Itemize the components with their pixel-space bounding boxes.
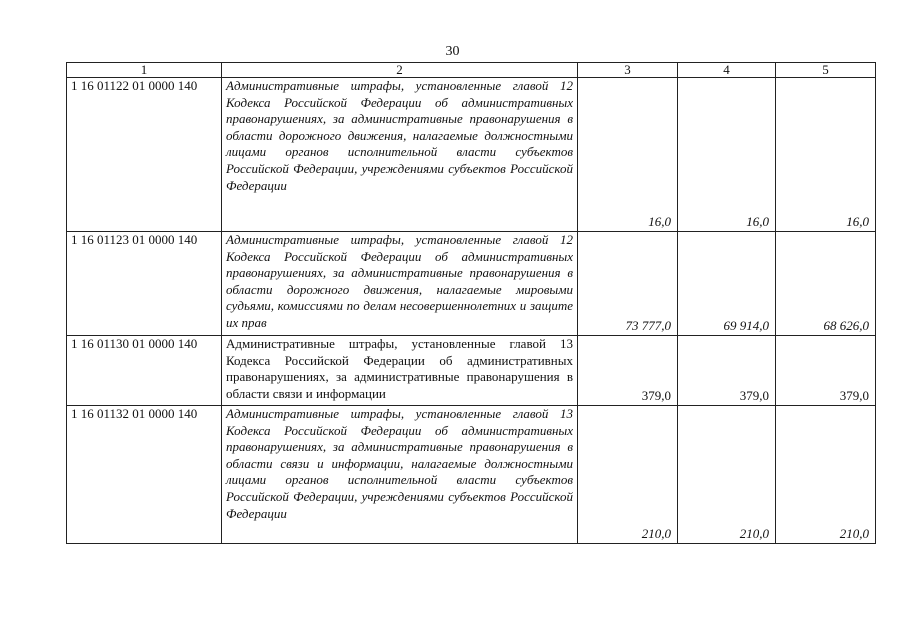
row-value-col3: 210,0 — [578, 406, 678, 544]
row-value-col4: 69 914,0 — [678, 232, 776, 336]
row-value-col5: 210,0 — [776, 406, 876, 544]
row-code: 1 16 01123 01 0000 140 — [67, 232, 222, 336]
table-row — [67, 336, 876, 406]
row-value-col5: 16,0 — [776, 78, 876, 232]
row-code: 1 16 01122 01 0000 140 — [67, 78, 222, 232]
row-value-col4: 379,0 — [678, 336, 776, 406]
row-value-col4: 16,0 — [678, 78, 776, 232]
row-code: 1 16 01132 01 0000 140 — [67, 406, 222, 544]
row-value-col4: 210,0 — [678, 406, 776, 544]
row-description: Административные штрафы, установленные главой 13 Кодекса Российской Федерации об административных правонарушениях, за административные правонарушения в области связи и информации — [222, 336, 578, 406]
column-header-1: 1 — [67, 63, 222, 78]
page-number: 30 — [445, 44, 460, 59]
row-description: Административные штрафы, установленные главой 12 Кодекса Российской Федерации об административных правонарушениях, за административные правонарушения в области дорожного движения, налагаемые должностными лицами органов исполнительной власти субъектов Российской Федерации, учреждениями субъектов Российской Федерации — [222, 78, 578, 232]
table-row — [67, 406, 876, 544]
budget-table — [66, 62, 876, 544]
column-header-4: 4 — [678, 63, 776, 78]
row-description: Административные штрафы, установленные главой 13 Кодекса Российской Федерации об административных правонарушениях, за административные правонарушения в области связи и информации, налагаемые должностными лицами органов исполнительной власти субъектов Российской Федерации, учреждениями субъектов Российской Федерации — [222, 406, 578, 544]
row-value-col3: 16,0 — [578, 78, 678, 232]
row-value-col3: 379,0 — [578, 336, 678, 406]
row-description: Административные штрафы, установленные главой 12 Кодекса Российской Федерации об административных правонарушениях, за административные правонарушения в области дорожного движения, налагаемые мировыми судьями, комиссиями по делам несовершеннолетних и защите их прав — [222, 232, 578, 336]
row-code: 1 16 01130 01 0000 140 — [67, 336, 222, 406]
row-value-col5: 379,0 — [776, 336, 876, 406]
column-header-5: 5 — [776, 63, 876, 78]
row-value-col3: 73 777,0 — [578, 232, 678, 336]
column-header-2: 2 — [222, 63, 578, 78]
row-value-col5: 68 626,0 — [776, 232, 876, 336]
table-header-row — [67, 63, 876, 78]
table-row — [67, 232, 876, 336]
table-row — [67, 78, 876, 232]
column-header-3: 3 — [578, 63, 678, 78]
